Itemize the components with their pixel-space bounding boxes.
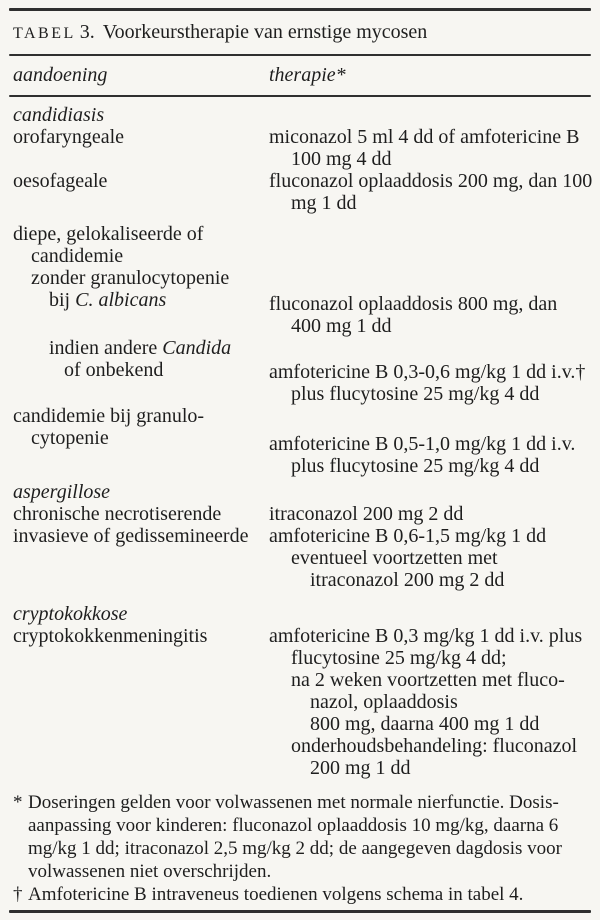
caption-rule bbox=[9, 54, 591, 56]
table-row-candidemie-granulocytopenie bbox=[13, 405, 591, 477]
therapie-cell: amfotericine B 0,3 mg/kg 1 dd i.v. plus flucytosine 25 mg/kg 4 dd; na 2 weken voortzetten met fluco- nazol, oplaaddosis 800 mg, daarna 400 mg 1 dd onderhoudsbehandeling: fluconazol 200 mg 1 dd bbox=[269, 625, 583, 779]
aandoening-cell: chronische necrotiserende bbox=[13, 503, 222, 525]
therapie-cell: itraconazol 200 mg 2 dd bbox=[269, 503, 464, 525]
footnote-asterisk: * Doseringen gelden voor volwassenen met normale nierfunctie. Dosis- aanpassing voor kinderen: fluconazol oplaaddosis 10 mg/kg, daarna 6 mg/kg 1 dd; itraconazol 2,5 mg/kg 2 dd; de aangegeven dagdosis voor volwassenen niet overschrijden. bbox=[13, 791, 591, 883]
table-row-invasieve-gedissemineerde bbox=[13, 525, 591, 591]
therapie-cell: fluconazol oplaaddosis 800 mg, dan 400 mg 1 dd bbox=[269, 293, 558, 337]
section-label-aspergillose: aspergillose bbox=[13, 481, 111, 503]
footnote-dagger bbox=[13, 883, 591, 906]
species-name: C. albicans bbox=[75, 289, 167, 311]
table-row-andere-candida bbox=[13, 337, 591, 405]
table-body bbox=[9, 97, 591, 779]
section-label-cryptokokkose: cryptokokkose bbox=[13, 603, 128, 625]
therapie-cell: amfotericine B 0,6-1,5 mg/kg 1 dd eventueel voortzetten met itraconazol 200 mg 2 dd bbox=[269, 525, 547, 591]
therapie-cell: amfotericine B 0,3-0,6 mg/kg 1 dd i.v.† plus flucytosine 25 mg/kg 4 dd bbox=[269, 361, 586, 405]
aandoening-cell: oesofageale bbox=[13, 170, 108, 192]
aandoening-cell: indien andere Candida of onbekend bbox=[13, 337, 269, 381]
footnotes bbox=[9, 791, 591, 906]
therapie-cell: miconazol 5 ml 4 dd of amfotericine B 100 mg 4 dd bbox=[269, 126, 580, 170]
footnote-line: * Doseringen gelden voor volwassenen met normale nierfunctie. Dosis- bbox=[13, 792, 559, 813]
aandoening-cell: candidemie bij granulo- cytopenie bbox=[13, 405, 205, 449]
aandoening-line: bij C. albicans bbox=[49, 289, 167, 311]
caption-number: 3. bbox=[79, 21, 95, 43]
section-label-candidiasis: candidiasis bbox=[13, 104, 105, 126]
species-name: Candida bbox=[162, 337, 232, 359]
table-row-oesofageale bbox=[13, 170, 591, 214]
column-header-aandoening: aandoening bbox=[13, 64, 108, 86]
top-rule bbox=[9, 8, 591, 11]
caption-label: TABEL bbox=[13, 25, 76, 42]
aandoening-cell: cryptokokkenmeningitis bbox=[13, 625, 208, 647]
table-caption bbox=[9, 19, 591, 47]
dagger-marker: † bbox=[13, 884, 23, 905]
caption-title: Voorkeurstherapie van ernstige mycosen bbox=[102, 21, 428, 43]
table-row-cryptokokkenmeningitis bbox=[13, 625, 591, 779]
aandoening-line: indien andere Candida bbox=[49, 337, 232, 359]
aandoening-cell: orofaryngeale bbox=[13, 126, 125, 148]
table-row-diepe-gelokaliseerde bbox=[13, 223, 591, 337]
therapie-cell: fluconazol oplaaddosis 200 mg, dan 100 mg 1 dd bbox=[269, 170, 593, 214]
table-row-orofaryngeale bbox=[13, 126, 591, 170]
column-header-row bbox=[9, 63, 591, 87]
footnote-line: † Amfotericine B intraveneus toedienen volgens schema in tabel 4. bbox=[13, 884, 524, 905]
therapie-cell: amfotericine B 0,5-1,0 mg/kg 1 dd i.v. plus flucytosine 25 mg/kg 4 dd bbox=[269, 433, 576, 477]
aandoening-cell: diepe, gelokaliseerde of candidemie zonder granulocytopenie bij C. albicans bbox=[13, 223, 269, 311]
bottom-rule bbox=[9, 910, 591, 913]
asterisk-marker: * bbox=[13, 792, 23, 813]
column-header-therapie: therapie* bbox=[269, 64, 346, 86]
table-row-chronische-necrotiserende bbox=[13, 503, 591, 525]
aandoening-cell: invasieve of gedissemineerde bbox=[13, 525, 249, 547]
